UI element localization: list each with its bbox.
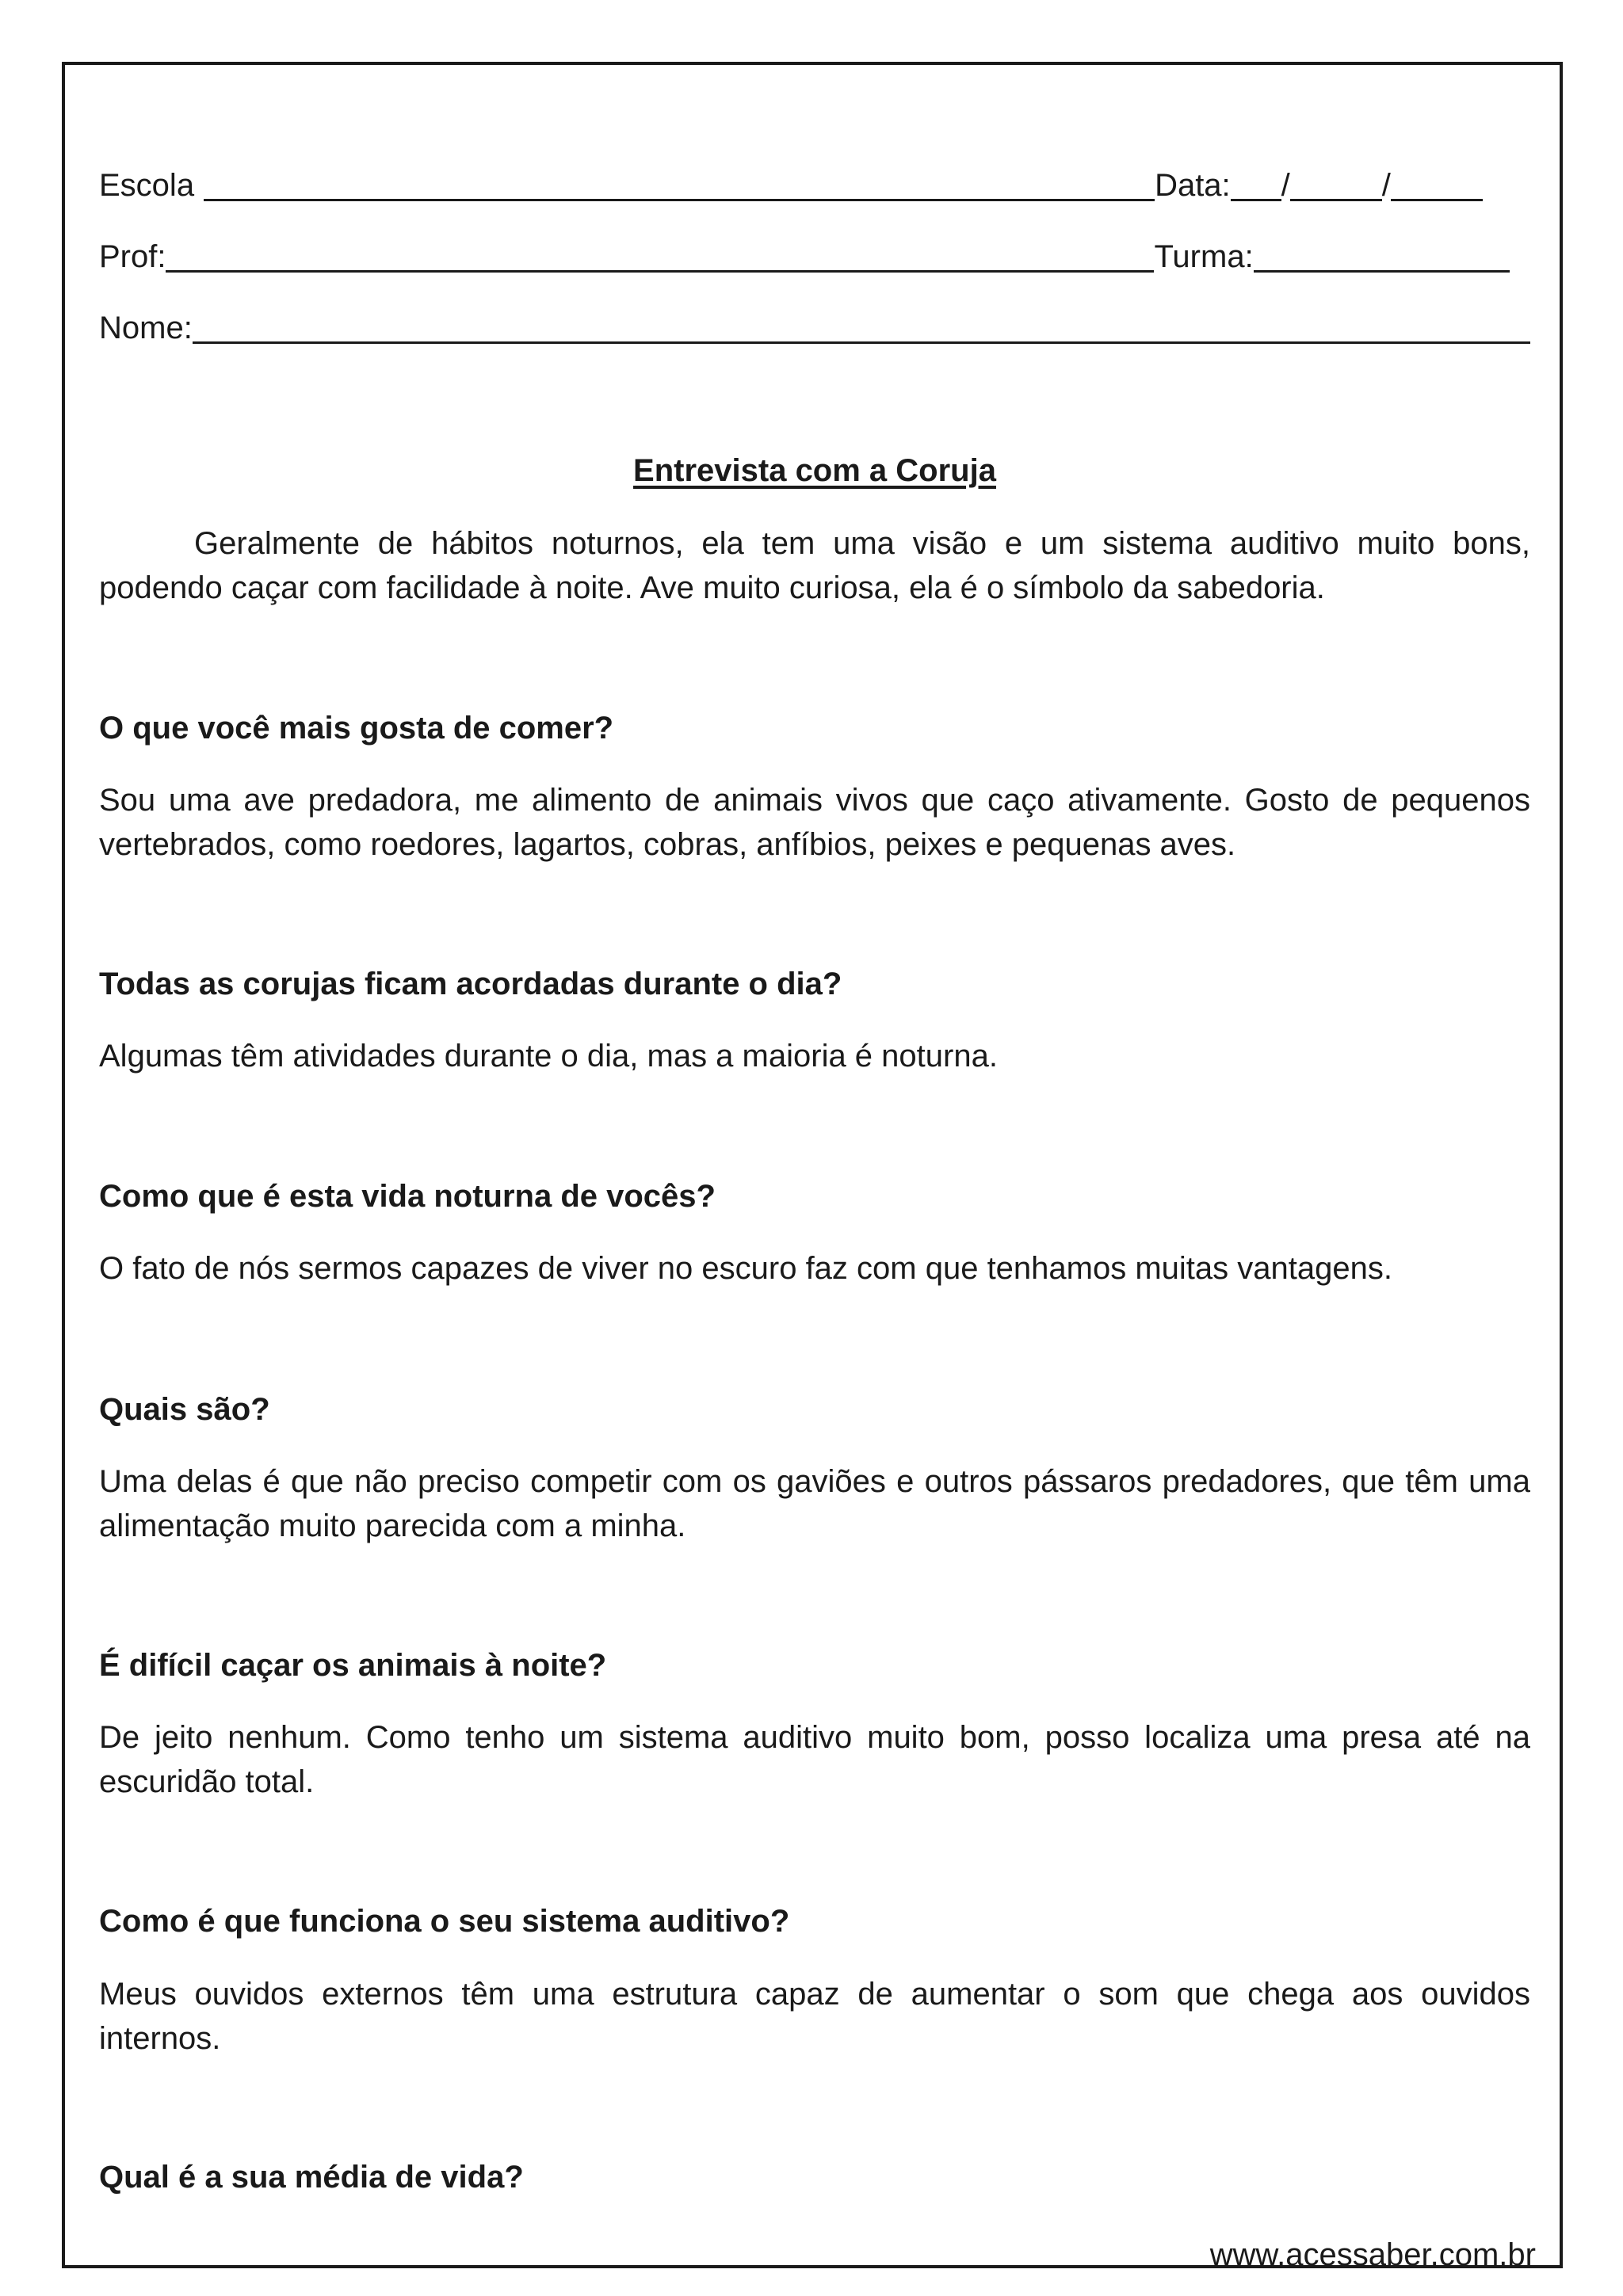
date-separator: / bbox=[1281, 168, 1290, 203]
question-5: É difícil caçar os animais à noite? bbox=[99, 1648, 607, 1683]
school-row bbox=[99, 170, 1530, 201]
prof-row bbox=[99, 241, 1530, 273]
date-separator: / bbox=[1381, 168, 1391, 203]
prof-label: Prof: bbox=[99, 239, 166, 274]
intro-paragraph: Geralmente de hábitos noturnos, ela tem uma visão e um sistema auditivo muito bons, podendo caçar com facilidade à noite. Ave muito curiosa, ela é o símbolo da sabedoria. bbox=[99, 526, 1530, 605]
answer-1: Sou uma ave predadora, me alimento de animais vivos que caço ativamente. Gosto de pequenos vertebrados, como roedores, lagartos, cobras, anfíbios, peixes e pequenas aves. bbox=[99, 783, 1530, 862]
question-7: Qual é a sua média de vida? bbox=[99, 2160, 524, 2195]
answer-2: Algumas têm atividades durante o dia, mas a maioria é noturna. bbox=[99, 1039, 998, 1074]
answer-3: O fato de nós sermos capazes de viver no escuro faz com que tenhamos muitas vantagens. bbox=[99, 1251, 1392, 1286]
date-day-field[interactable] bbox=[1231, 170, 1281, 201]
escola-field[interactable] bbox=[204, 170, 1155, 201]
page-title: Entrevista com a Coruja bbox=[633, 453, 996, 488]
answer-5: De jeito nenhum. Como tenho um sistema auditivo muito bom, posso localiza uma presa até na escuridão total. bbox=[99, 1720, 1530, 1799]
data-label: Data: bbox=[1155, 168, 1231, 203]
answer-4: Uma delas é que não preciso competir com os gaviões e outros pássaros predadores, que têm uma alimentação muito parecida com a minha. bbox=[99, 1464, 1530, 1543]
turma-field[interactable] bbox=[1254, 242, 1510, 273]
nome-label: Nome: bbox=[99, 311, 193, 345]
date-year-field[interactable] bbox=[1391, 170, 1483, 201]
date-month-field[interactable] bbox=[1290, 170, 1382, 201]
question-4: Quais são? bbox=[99, 1392, 270, 1427]
nome-row bbox=[99, 312, 1530, 344]
question-2: Todas as corujas ficam acordadas durante o dia? bbox=[99, 967, 842, 1001]
footer-website[interactable]: www.acessaber.com.br bbox=[1209, 2237, 1536, 2272]
escola-label: Escola bbox=[99, 168, 195, 203]
question-6: Como é que funciona o seu sistema auditivo? bbox=[99, 1904, 790, 1939]
turma-label: Turma: bbox=[1154, 239, 1254, 274]
question-3: Como que é esta vida noturna de vocês? bbox=[99, 1179, 716, 1214]
answer-6: Meus ouvidos externos têm uma estrutura capaz de aumentar o som que chega aos ouvidos internos. bbox=[99, 1977, 1530, 2056]
question-1: O que você mais gosta de comer? bbox=[99, 711, 614, 746]
nome-field[interactable] bbox=[193, 313, 1530, 344]
prof-field[interactable] bbox=[166, 242, 1154, 273]
